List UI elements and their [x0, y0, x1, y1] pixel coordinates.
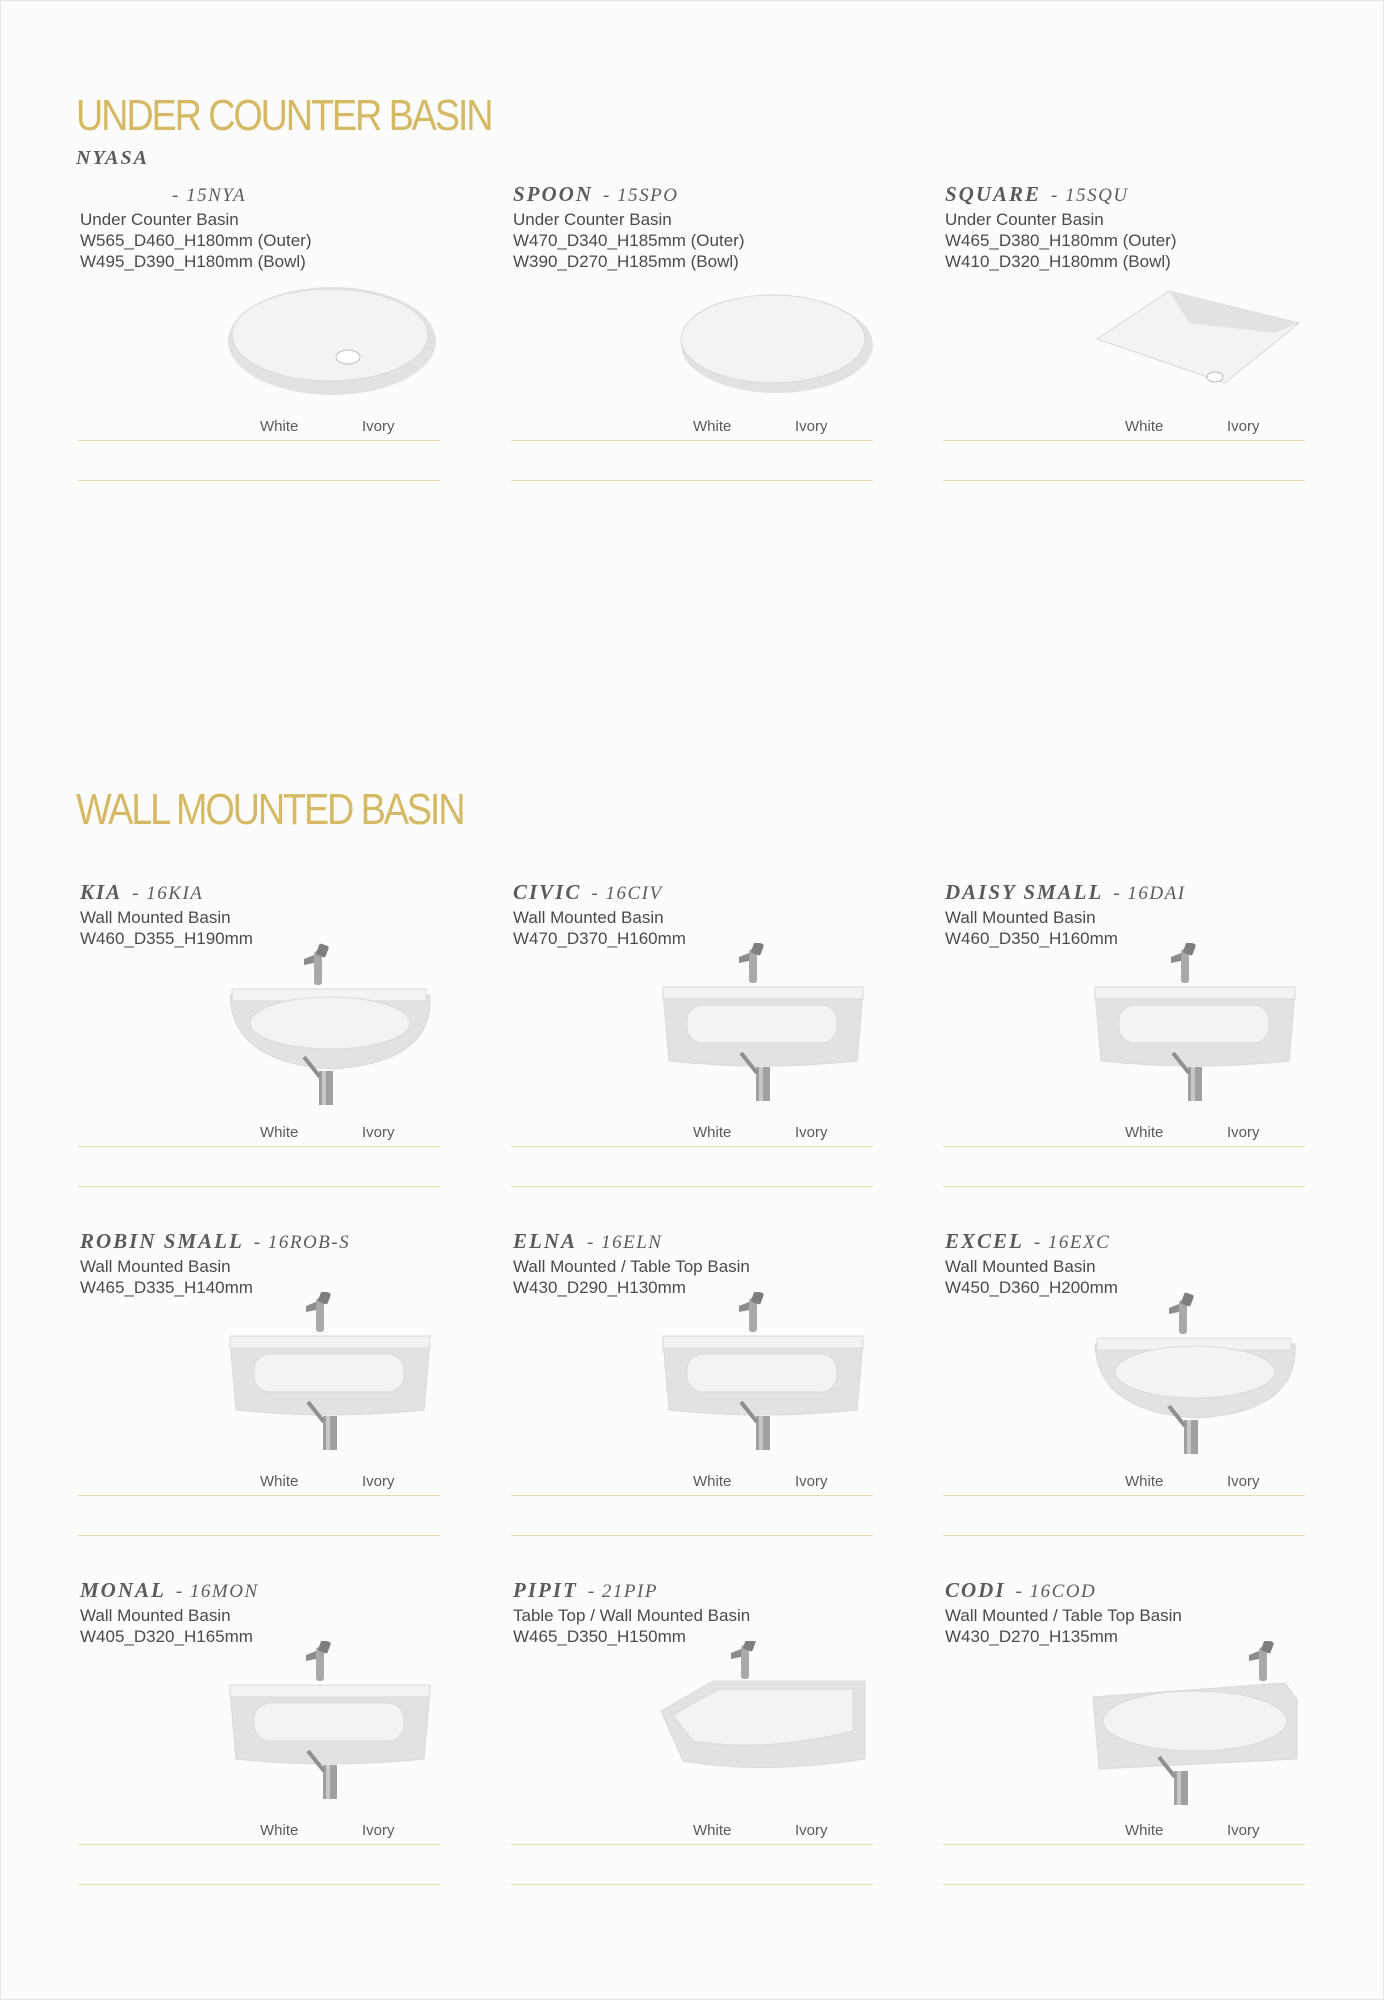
product-title: [513, 881, 663, 906]
divider-line: [511, 1186, 873, 1187]
divider-line: [78, 1186, 440, 1187]
product-card: [511, 881, 873, 1181]
section-title-under-counter: UNDER COUNTER BASIN: [76, 91, 492, 140]
product-code: - 16ROB-S: [253, 1232, 351, 1253]
divider-line: [78, 480, 440, 481]
oval-basin-icon: [220, 283, 440, 413]
product-card: [943, 183, 1305, 483]
spec-line: W470_D340_H185mm (Outer): [513, 231, 745, 250]
product-name: PIPIT: [513, 1578, 578, 1602]
rect-wall-basin-icon: [653, 943, 873, 1113]
divider-line: [511, 1535, 873, 1536]
divider-line: [78, 1146, 440, 1147]
product-code: - 21PIP: [587, 1581, 658, 1602]
product-code: - 16EXC: [1033, 1232, 1111, 1253]
rect-wall-basin-icon: [653, 1292, 873, 1462]
product-code: - 15NYA: [172, 185, 247, 206]
divider-line: [78, 1884, 440, 1885]
product-code: - 15SPO: [603, 185, 679, 206]
product-name: SQUARE: [945, 182, 1042, 206]
color-option-ivory: Ivory: [1227, 1822, 1260, 1839]
divider-line: [943, 1146, 1305, 1147]
color-option-ivory: Ivory: [795, 418, 828, 435]
color-option-ivory: Ivory: [795, 1473, 828, 1490]
spec-line: W470_D370_H160mm: [513, 929, 686, 948]
product-code: - 16COD: [1015, 1581, 1097, 1602]
spec-line: Under Counter Basin: [80, 210, 239, 229]
rect-wall-basin-icon: [220, 1641, 440, 1811]
divider-line: [511, 440, 873, 441]
rect-wall-basin-icon: [1085, 943, 1305, 1113]
product-title: [80, 1230, 350, 1255]
product-name: EXCEL: [945, 1229, 1024, 1253]
color-option-ivory: Ivory: [1227, 1473, 1260, 1490]
divider-line: [511, 1844, 873, 1845]
spec-line: Wall Mounted Basin: [80, 1606, 231, 1625]
spec-line: W430_D270_H135mm: [945, 1627, 1118, 1646]
spec-line: Wall Mounted Basin: [513, 908, 664, 927]
spec-line: W460_D355_H190mm: [80, 929, 253, 948]
spec-line: W450_D360_H200mm: [945, 1278, 1118, 1297]
color-option-ivory: Ivory: [362, 1473, 395, 1490]
spec-line: Wall Mounted / Table Top Basin: [513, 1257, 750, 1276]
product-card: [511, 1230, 873, 1530]
spec-line: W405_D320_H165mm: [80, 1627, 253, 1646]
color-option-ivory: Ivory: [1227, 1124, 1260, 1141]
product-title: [513, 1230, 662, 1255]
divider-line: [943, 480, 1305, 481]
divider-line: [511, 1146, 873, 1147]
product-specs: [80, 209, 311, 272]
divider-line: [511, 1495, 873, 1496]
divider-line: [511, 1884, 873, 1885]
spec-line: W465_D350_H150mm: [513, 1627, 686, 1646]
product-code: - 16ELN: [587, 1232, 663, 1253]
product-title: [945, 881, 1186, 906]
color-option-ivory: Ivory: [362, 418, 395, 435]
product-card: [78, 1230, 440, 1530]
spec-line: W465_D335_H140mm: [80, 1278, 253, 1297]
color-option-white: White: [260, 1822, 299, 1839]
product-card: [943, 881, 1305, 1181]
spec-line: Table Top / Wall Mounted Basin: [513, 1606, 751, 1625]
spec-line: W495_D390_H180mm (Bowl): [80, 252, 306, 271]
color-option-white: White: [693, 1473, 732, 1490]
round-wall-basin-icon: [1085, 1292, 1305, 1462]
divider-line: [511, 480, 873, 481]
color-option-white: White: [1125, 418, 1164, 435]
color-option-ivory: Ivory: [1227, 418, 1260, 435]
spec-line: Under Counter Basin: [513, 210, 672, 229]
square-basin-icon: [1085, 283, 1305, 413]
divider-line: [943, 1495, 1305, 1496]
spec-line: Wall Mounted / Table Top Basin: [945, 1606, 1182, 1625]
spec-line: Wall Mounted Basin: [80, 908, 231, 927]
product-card: [943, 1579, 1305, 1879]
color-option-ivory: Ivory: [795, 1822, 828, 1839]
product-code: - 16KIA: [132, 883, 204, 904]
product-card: [78, 1579, 440, 1879]
divider-line: [78, 1844, 440, 1845]
product-name: KIA: [80, 880, 123, 904]
color-option-white: White: [693, 1124, 732, 1141]
color-option-white: White: [260, 1124, 299, 1141]
spec-line: Wall Mounted Basin: [80, 1257, 231, 1276]
product-title: [945, 1579, 1096, 1604]
product-specs: [945, 209, 1176, 272]
color-option-ivory: Ivory: [362, 1822, 395, 1839]
divider-line: [78, 1495, 440, 1496]
divider-line: [943, 1186, 1305, 1187]
product-name: CIVIC: [513, 880, 582, 904]
spec-line: W410_D320_H180mm (Bowl): [945, 252, 1171, 271]
color-option-white: White: [693, 1822, 732, 1839]
color-option-ivory: Ivory: [362, 1124, 395, 1141]
color-option-ivory: Ivory: [795, 1124, 828, 1141]
spec-line: W565_D460_H180mm (Outer): [80, 231, 312, 250]
product-card: [511, 183, 873, 483]
product-name: ROBIN SMALL: [80, 1229, 244, 1253]
product-code: - 15SQU: [1051, 185, 1129, 206]
rect-wall-basin-icon: [220, 1292, 440, 1462]
product-title: [513, 1579, 658, 1604]
section-title-wall-mounted: WALL MOUNTED BASIN: [76, 785, 464, 834]
product-card: [78, 183, 440, 483]
spec-line: Under Counter Basin: [945, 210, 1104, 229]
color-option-white: White: [693, 418, 732, 435]
divider-line: [943, 1844, 1305, 1845]
product-title: [513, 183, 678, 208]
product-title: [80, 1579, 259, 1604]
tabletop-basin-icon: [653, 1641, 873, 1811]
product-name: SPOON: [513, 182, 594, 206]
divider-line: [78, 440, 440, 441]
color-option-white: White: [1125, 1124, 1164, 1141]
divider-line: [943, 1535, 1305, 1536]
product-card: [78, 881, 440, 1181]
color-option-white: White: [260, 1473, 299, 1490]
color-option-white: White: [1125, 1822, 1164, 1839]
color-option-white: White: [260, 418, 299, 435]
section-subtitle-nyasa: NYASA: [76, 147, 149, 169]
spec-line: W390_D270_H185mm (Bowl): [513, 252, 739, 271]
product-card: [511, 1579, 873, 1879]
product-card: [943, 1230, 1305, 1530]
product-title: [80, 881, 203, 906]
divider-line: [78, 1535, 440, 1536]
product-title: [945, 1230, 1110, 1255]
product-title: [945, 183, 1129, 208]
spec-line: W430_D290_H130mm: [513, 1278, 686, 1297]
spoon-basin-icon: [653, 283, 873, 413]
product-code: - 16DAI: [1113, 883, 1186, 904]
product-name: DAISY SMALL: [945, 880, 1104, 904]
divider-line: [943, 1884, 1305, 1885]
spec-line: Wall Mounted Basin: [945, 908, 1096, 927]
product-code: - 16MON: [175, 1581, 259, 1602]
product-name: MONAL: [80, 1578, 166, 1602]
product-title: [80, 183, 246, 208]
product-code: - 16CIV: [591, 883, 663, 904]
spec-line: W465_D380_H180mm (Outer): [945, 231, 1177, 250]
spec-line: W460_D350_H160mm: [945, 929, 1118, 948]
color-option-white: White: [1125, 1473, 1164, 1490]
round-wall-basin-icon: [220, 943, 440, 1113]
product-specs: [513, 209, 744, 272]
divider-line: [943, 440, 1305, 441]
product-name: ELNA: [513, 1229, 578, 1253]
spec-line: Wall Mounted Basin: [945, 1257, 1096, 1276]
product-name: CODI: [945, 1578, 1006, 1602]
compact-wall-basin-icon: [1085, 1641, 1305, 1811]
